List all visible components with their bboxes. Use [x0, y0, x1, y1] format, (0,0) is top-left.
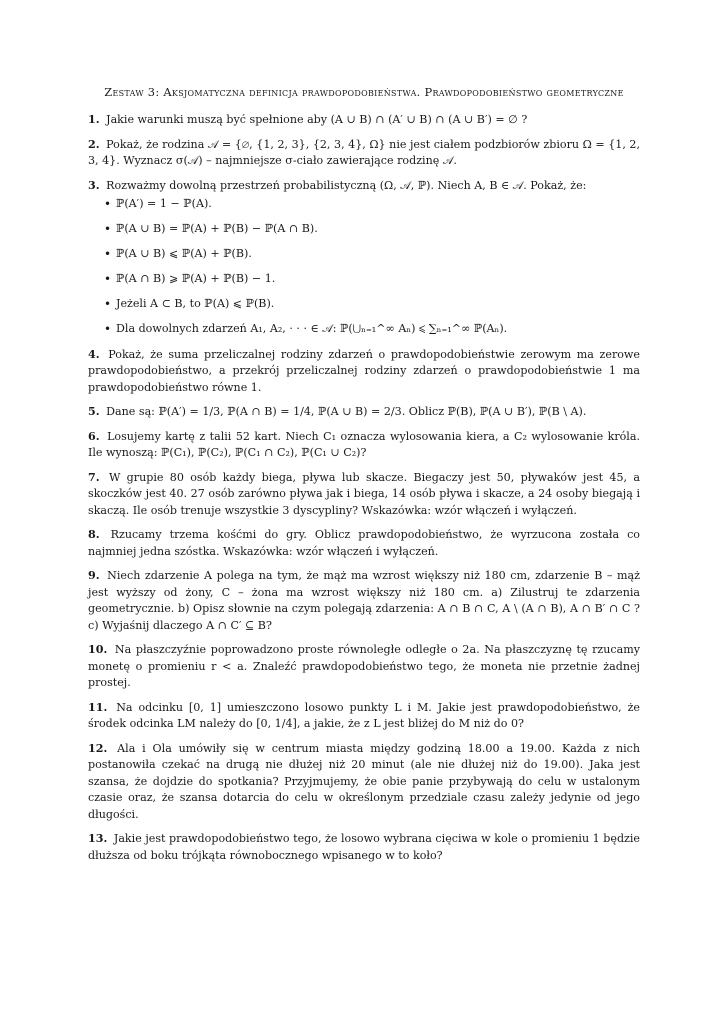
- problem-text: Losujemy kartę z talii 52 kart. Niech C₁ oznacza wylosowania kiera, a C₂ wylosowanie króla. Ile wynoszą: ℙ(C₁), ℙ(C₂), ℙ(C₁ ∩ C₂), ℙ(C₁ ∪ C₂)?: [88, 429, 640, 460]
- problem-9: [88, 568, 640, 634]
- problem-number: 5.: [88, 405, 100, 419]
- problem-number: 8.: [88, 528, 100, 542]
- worksheet-page: [88, 84, 640, 872]
- problem-number: 6.: [88, 429, 100, 443]
- problem-6: [88, 429, 640, 462]
- problem-11: [88, 700, 640, 733]
- list-item: • ℙ(A ∩ B) ⩾ ℙ(A) + ℙ(B) − 1.: [104, 271, 640, 288]
- list-item: • ℙ(A ∪ B) ⩽ ℙ(A) + ℙ(B).: [104, 246, 640, 263]
- problem-3: [88, 178, 640, 195]
- problem-number: 3.: [88, 178, 100, 192]
- problem-1: [88, 112, 640, 129]
- list-item: • Jeżeli A ⊂ B, to ℙ(A) ⩽ ℙ(B).: [104, 296, 640, 313]
- problem-number: 2.: [88, 137, 100, 151]
- problem-text: Dane są: ℙ(A′) = 1/3, ℙ(A ∩ B) = 1/4, ℙ(A ∪ B) = 2/3. Oblicz ℙ(B), ℙ(A ∪ B′), ℙ(B \ A).: [106, 405, 587, 419]
- problem-10: [88, 642, 640, 692]
- problem-13: [88, 831, 640, 864]
- page-title: Zestaw 3: Aksjomatyczna definicja prawdopodobieństwa. Prawdopodobieństwo geometryczne: [104, 85, 624, 99]
- list-item: • ℙ(A′) = 1 − ℙ(A).: [104, 196, 640, 213]
- problem-2: [88, 137, 640, 170]
- problem-text: Jakie jest prawdopodobieństwo tego, że losowo wybrana cięciwa w kole o promieniu 1 będzie dłuższa od boku trójkąta równobocznego wpisanego w to koło?: [88, 832, 640, 862]
- problem-text: Na odcinku [0, 1] umieszczono losowo punkty L i M. Jakie jest prawdopodobieństwo, że środek odcinka LM należy do [0, 1/4], a jakie, że z L jest bliżej do M niż do 0?: [88, 700, 640, 731]
- problem-number: 4.: [88, 347, 100, 361]
- problem-text: Pokaż, że suma przeliczalnej rodziny zdarzeń o prawdopodobieństwie zerowym ma zerowe prawdopodobieństwo, a przekrój przeliczalnej rodziny zdarzeń o prawdopodobieństwie 1 ma prawdopodobieństwo równe 1.: [88, 347, 640, 394]
- problem-number: 1.: [88, 113, 100, 126]
- problem-text: Rozważmy dowolną przestrzeń probabilistyczną (Ω, 𝒜, ℙ). Niech A, B ∈ 𝒜. Pokaż, że:: [106, 178, 587, 192]
- problem-text: Jakie warunki muszą być spełnione aby (A ∪ B) ∩ (A′ ∪ B) ∩ (A ∪ B′) = ∅ ?: [106, 113, 528, 126]
- problem-12: [88, 741, 640, 824]
- problem-5: [88, 404, 640, 421]
- problem-number: 11.: [88, 700, 108, 714]
- problem-4: [88, 347, 640, 397]
- problem-text: W grupie 80 osób każdy biega, pływa lub skacze. Biegaczy jest 50, pływaków jest 45, a skoczków jest 40. 27 osób zarówno pływa jak i biega, 14 osób pływa i skacze, a 24 osoby biegają i skaczą. Ile osób trenuje wszystkie 3 dyscypliny? Wskazówka: wzór włączeń i wyłączeń.: [88, 470, 640, 517]
- problem-number: 13.: [88, 832, 108, 846]
- list-item: • ℙ(A ∪ B) = ℙ(A) + ℙ(B) − ℙ(A ∩ B).: [104, 221, 640, 238]
- list-item: • Dla dowolnych zdarzeń A₁, A₂, · · · ∈ 𝒜: ℙ(⋃ₙ₌₁^∞ Aₙ) ⩽ ∑ₙ₌₁^∞ ℙ(Aₙ).: [104, 321, 640, 338]
- problem-number: 7.: [88, 470, 100, 484]
- problem-number: 9.: [88, 569, 100, 583]
- problem-number: 12.: [88, 741, 108, 755]
- problem-number: 10.: [88, 643, 108, 657]
- problem-text: Niech zdarzenie A polega na tym, że mąż ma wzrost większy niż 180 cm, zdarzenie B – mąż jest wyższy od żony, C – żona ma wzrost większy niż 180 cm. a) Zilustruj te zdarzenia geometrycznie. b) Opisz słownie na czym polegają zdarzenia: A ∩ B ∩ C, A \ (A ∩ B), A ∩ B′ ∩ C ? c) Wyjaśnij dlaczego A ∩ C′ ⊆ B?: [88, 569, 641, 632]
- problem-text: Pokaż, że rodzina 𝒜 = {∅, {1, 2, 3}, {2, 3, 4}, Ω} nie jest ciałem podzbiorów zbioru Ω = {1, 2, 3, 4}. Wyznacz σ(𝒜) – najmniejsze σ-ciało zawierające rodzinę 𝒜.: [88, 137, 640, 167]
- problem-3-list: [88, 196, 640, 338]
- problem-text: Ala i Ola umówiły się w centrum miasta między godziną 18.00 a 19.00. Każda z nich postanowiła czekać na drugą nie dłużej niż 20 minut (ale nie dłużej niż do 19.00). Jaka jest szansa, że dojdzie do spotkania? Przyjmujemy, że obie panie przybywają do celu w ustalonym czasie oraz, że szansa dotarcia do celu w określonym przedziale czasu zależy jedynie od jego długości.: [88, 741, 640, 821]
- problem-8: [88, 527, 640, 560]
- problem-7: [88, 470, 640, 520]
- problem-text: Na płaszczyźnie poprowadzono proste równoległe odległe o 2a. Na płaszczyznę tę rzucamy monetę o promieniu r < a. Znaleźć prawdopodobieństwo tego, że moneta nie przetnie żadnej prostej.: [88, 643, 641, 690]
- problem-text: Rzucamy trzema kośćmi do gry. Oblicz prawdopodobieństwo, że wyrzucona została co najmniej jedna szóstka. Wskazówka: wzór włączeń i wyłączeń.: [88, 528, 640, 558]
